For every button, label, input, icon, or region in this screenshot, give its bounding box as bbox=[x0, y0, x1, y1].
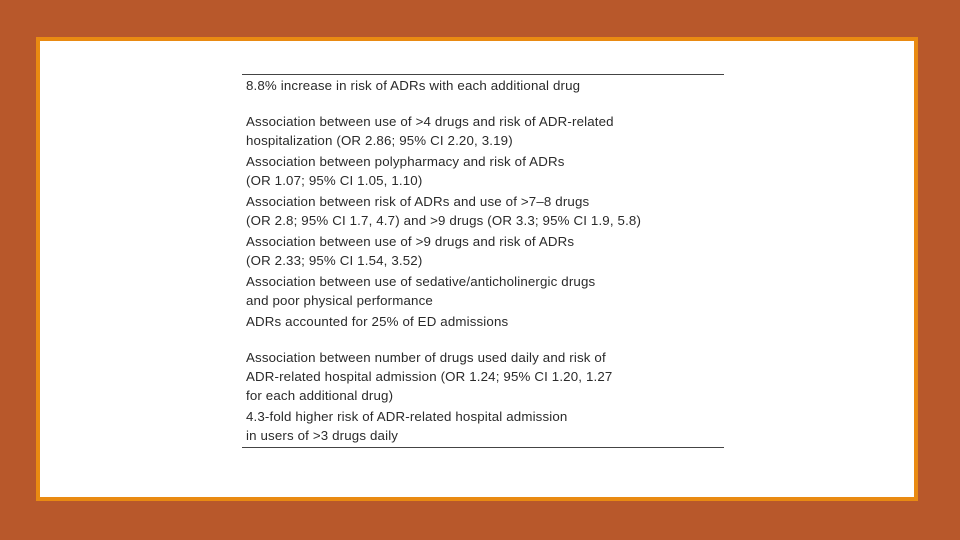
table-row: Association between use of sedative/anticholinergic drugs and poor physical performance bbox=[246, 274, 596, 308]
table-row: Association between number of drugs used daily and risk of ADR-related hospital admission (OR 1.24; 95% CI 1.20, 1.27 for each additional drug) bbox=[246, 350, 613, 403]
table-row: ADRs accounted for 25% of ED admissions bbox=[246, 314, 509, 329]
table-row: Association between use of >9 drugs and risk of ADRs (OR 2.33; 95% CI 1.54, 3.52) bbox=[246, 234, 575, 268]
table-row: Association between polypharmacy and risk of ADRs (OR 1.07; 95% CI 1.05, 1.10) bbox=[246, 154, 565, 188]
table-row: Association between risk of ADRs and use of >7–8 drugs (OR 2.8; 95% CI 1.7, 4.7) and >9 drugs (OR 3.3; 95% CI 1.9, 5.8) bbox=[246, 194, 642, 228]
slide-frame bbox=[36, 37, 918, 501]
table-row: 4.3-fold higher risk of ADR-related hospital admission in users of >3 drugs daily bbox=[246, 409, 568, 443]
table-row: 8.8% increase in risk of ADRs with each additional drug bbox=[246, 78, 581, 93]
evidence-table bbox=[242, 74, 724, 448]
table-row: Association between use of >4 drugs and risk of ADR-related hospitalization (OR 2.86; 95% CI 2.20, 3.19) bbox=[246, 114, 614, 148]
